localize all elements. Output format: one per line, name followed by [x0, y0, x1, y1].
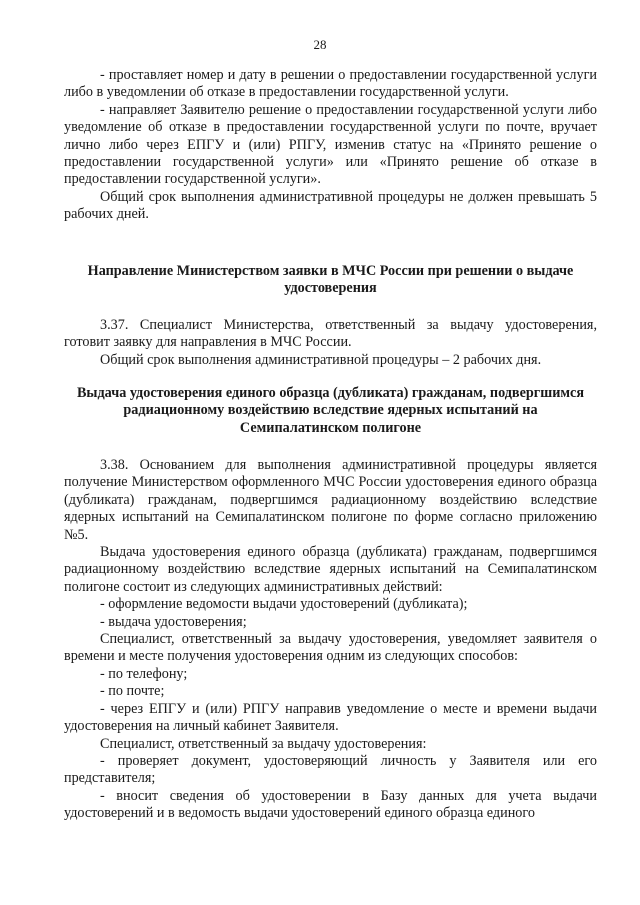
paragraph: - направляет Заявителю решение о предоставлении государственной услуги либо уведомление об отказе в предоставлении государственной услуги по почте, вручает лично либо через ЕПГУ и (или) РПГУ, изменив статус на «Принято решение о предоставлении государственной услуги» или «Принято решение об отказе в предоставлении государственной услуги».	[64, 101, 597, 188]
paragraph: Общий срок выполнения административной процедуры не должен превышать 5 рабочих дней.	[64, 188, 597, 223]
paragraph: 3.38. Основанием для выполнения административной процедуры является получение Министерством оформленного МЧС России удостоверения единого образца (дубликата) гражданам, подвергшимся радиационному воздействию вследствие ядерных испытаний на Семипалатинском полигоне по форме согласно приложению №5.	[64, 457, 597, 543]
paragraph: Специалист, ответственный за выдачу удостоверения:	[100, 735, 427, 752]
block-procedure-end	[64, 67, 597, 224]
paragraph: Специалист, ответственный за выдачу удостоверения, уведомляет заявителя о времени и месте получения удостоверения одним из следующих способов:	[64, 631, 597, 665]
list-item: - оформление ведомости выдачи удостоверений (дубликата);	[100, 596, 468, 613]
list-item: - по телефону;	[100, 665, 188, 682]
paragraph: Выдача удостоверения единого образца (дубликата) гражданам, подвергшимся радиационному воздействию вследствие ядерных испытаний на Семипалатинском полигоне состоит из следующих административных действий:	[64, 544, 597, 595]
section-heading: Направление Министерством заявки в МЧС России при решении о выдаче удостоверения	[87, 263, 574, 297]
list-item: - вносит сведения об удостоверении в Базу данных для учета выдачи удостоверений и в ведомость выдачи удостоверений единого образца единого	[64, 787, 597, 822]
list-item: - по почте;	[100, 683, 165, 700]
paragraph: - проставляет номер и дату в решении о предоставлении государственной услуги либо в уведомлении об отказе в предоставлении государственной услуги.	[64, 67, 597, 101]
page-number: 28	[313, 37, 327, 52]
block-issuance	[64, 457, 597, 823]
paragraph: Общий срок выполнения административной процедуры – 2 рабочих дня.	[100, 351, 542, 368]
list-item: - проверяет документ, удостоверяющий личность у Заявителя или его представителя;	[64, 752, 597, 787]
paragraph: 3.37. Специалист Министерства, ответственный за выдачу удостоверения, готовит заявку для направления в МЧС России.	[64, 317, 597, 351]
list-item: - выдача удостоверения;	[100, 613, 247, 630]
section-heading: Выдача удостоверения единого образца (дубликата) гражданам, подвергшимся радиационному воздействию вследствие ядерных испытаний на Семипалатинском полигоне	[76, 385, 585, 436]
list-item: - через ЕПГУ и (или) РПГУ направив уведомление о месте и времени выдачи удостоверения на личный кабинет Заявителя.	[64, 700, 597, 735]
block-application	[64, 317, 597, 369]
